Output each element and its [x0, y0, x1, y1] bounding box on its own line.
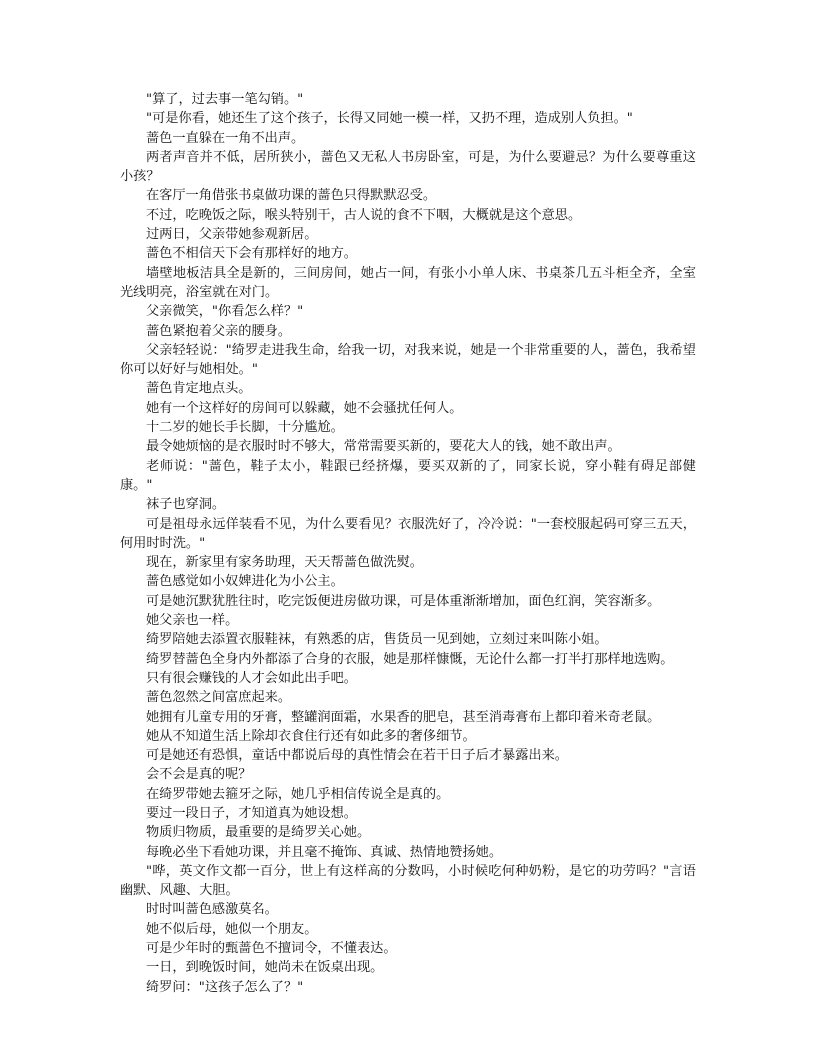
paragraph: 绮罗陪她去添置衣服鞋袜，有熟悉的店，售货员一见到她，立刻过来叫陈小姐。: [146, 632, 608, 648]
paragraph: "哗，英文作文都一百分，世上有这样高的分数吗，小时候吃何种奶粉，是它的功劳吗？"言语幽默、风趣、大胆。: [120, 863, 696, 899]
paragraph: 在绮罗带她去箍牙之际，她几乎相信传说全是真的。: [146, 786, 450, 802]
paragraph: 蔷色感觉如小奴婢进化为小公主。: [146, 574, 344, 590]
paragraph: 每晚必坐下看她功课，并且毫不掩饰、真诚、热情地赞扬她。: [146, 844, 503, 860]
paragraph: 老师说："蔷色，鞋子太小，鞋跟已经挤爆，要买双新的了，同家长说，穿小鞋有碍足部健康。": [120, 458, 696, 493]
paragraph: "算了，过去事一笔勾销。": [146, 92, 304, 107]
paragraph: 绮罗替蔷色全身内外都添了合身的衣服，她是那样慷慨，无论什么都一打半打那样地选购。: [146, 651, 674, 667]
paragraph: 只有很会赚钱的人才会如此出手吧。: [146, 670, 357, 686]
paragraph: 袜子也穿洞。: [146, 497, 226, 513]
paragraph: 时时叫蔷色感激莫名。: [146, 902, 278, 918]
paragraph: 她从不知道生活上除却衣食住行还有如此多的奢侈细节。: [146, 728, 476, 744]
paragraph: 过两日，父亲带她参观新居。: [146, 227, 318, 243]
paragraph: 绮罗问："这孩子怎么了？": [146, 979, 304, 995]
paragraph: 物质归物质，最重要的是绮罗关心她。: [146, 825, 371, 841]
paragraph: 蔷色不相信天下会有那样好的地方。: [146, 246, 357, 262]
paragraph: 十二岁的她长手长脚，十分尴尬。: [146, 420, 344, 436]
paragraph: 可是少年时的甄蔷色不擅词令，不懂表达。: [146, 941, 397, 957]
paragraph: 她不似后母，她似一个朋友。: [146, 921, 318, 937]
paragraph: 她父亲也一样。: [146, 613, 239, 629]
paragraph: 要过一段日子，才知道真为她设想。: [146, 805, 357, 821]
paragraph: 墙壁地板洁具全是新的，三间房间，她占一间，有张小小单人床、书桌茶几五斗柜全齐，全室光线明亮，浴室就在对门。: [120, 265, 696, 300]
paragraph: 一日，到晚饭时间，她尚未在饭桌出现。: [146, 960, 384, 976]
paragraph: 蔷色紧抱着父亲的腰身。: [146, 323, 292, 339]
paragraph: 蔷色忽然之间富庶起来。: [146, 690, 292, 706]
paragraph: 可是祖母永远佯装看不见，为什么要看见？衣服洗好了，冷冷说："一套校服起码可穿三五天，何用时时洗。": [120, 516, 696, 551]
paragraph: 会不会是真的呢？: [146, 767, 252, 783]
paragraph: 她拥有儿童专用的牙膏，整罐润面霜，水果香的肥皂，甚至消毒膏布上都印着米奇老鼠。: [146, 709, 661, 725]
paragraph: 不过，吃晚饭之际，喉头特别干，古人说的食不下咽，大概就是这个意思。: [146, 207, 582, 223]
paragraph: "可是你看，她还生了这个孩子，长得又同她一模一样，又扔不理，造成别人负担。": [146, 111, 633, 127]
paragraph: 蔷色肯定地点头。: [146, 381, 252, 397]
paragraph: 父亲微笑，"你看怎么样？": [146, 304, 304, 320]
paragraph: 在客厅一角借张书桌做功课的蔷色只得默默忍受。: [146, 188, 437, 204]
paragraph: 蔷色一直躲在一角不出声。: [146, 130, 305, 146]
paragraph: 她有一个这样好的房间可以躲藏，她不会骚扰任何人。: [146, 400, 463, 416]
body-text: [120, 90, 696, 997]
paragraph: 父亲轻轻说："绮罗走进我生命，给我一切，对我来说，她是一个非常重要的人，蔷色，我希望你可以好好与她相处。": [120, 342, 696, 378]
paragraph: 现在，新家里有家务助理，天天帮蔷色做洗熨。: [146, 555, 423, 571]
paragraph: 可是她沉默犹胜往时，吃完饭便进房做功课，可是体重渐渐增加，面色红润，笑容渐多。: [146, 593, 661, 609]
paragraph: 两者声音并不低，居所狭小，蔷色又无私人书房卧室，可是，为什么要避忌？为什么要尊重这小孩？: [120, 149, 696, 185]
paragraph: 最令她烦恼的是衣服时时不够大，常常需要买新的，要花大人的钱，她不敢出声。: [146, 439, 621, 455]
paragraph: 可是她还有恐惧，童话中都说后母的真性情会在若干日子后才暴露出来。: [146, 748, 568, 764]
